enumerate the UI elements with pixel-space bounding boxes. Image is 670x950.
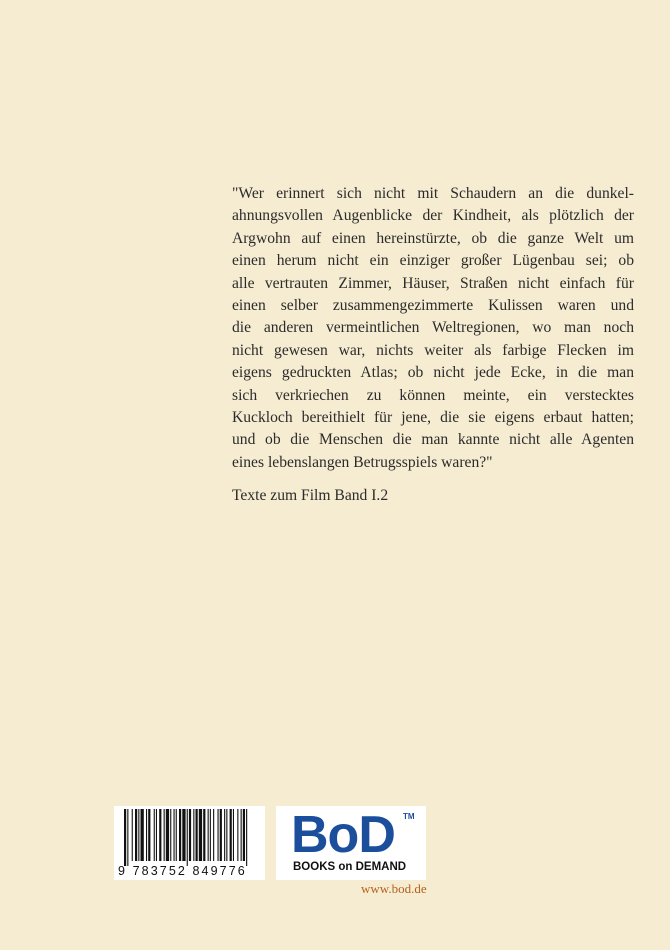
bod-logo-mark: BoD [291,806,395,864]
barcode-bar [199,809,202,861]
barcode-bar [164,809,165,861]
barcode-bar [241,809,242,861]
barcode-bar [148,809,150,861]
barcode-bar [189,809,191,861]
barcode-bar [203,809,205,861]
barcode-bar [141,809,144,861]
barcode-bar [138,809,139,861]
blurb-line: "Wer erinnert sich nicht mit Schaudern an die dunkel- [232,185,634,202]
barcode-bar [246,809,247,866]
blurb-line: alle vertrauten Zimmer, Häuser, Straßen nicht einfach für [232,274,634,292]
barcode-bar [243,809,245,861]
barcode-bar [230,809,232,861]
bod-tagline: BOOKS on DEMAND [293,861,407,873]
barcode-bar [166,809,169,861]
barcode-bar [179,809,181,861]
blurb-line: eigens gedruckten Atlas; ob nicht jede Ecke, in die man [232,364,634,382]
barcode-bar [220,809,222,861]
back-cover-blurb [232,183,634,474]
barcode-bar [187,809,188,866]
blurb-line: einen selber zusammengezimmerte Kulissen waren und [232,296,634,314]
blurb-line: Kuckloch bereithielt für jene, die sie eigens erbaut hatten; [232,408,634,426]
barcode-bar [182,809,185,861]
barcode-bar [135,809,137,861]
barcode-bar [193,809,194,861]
isbn-digits: 9 783752 849776 [118,864,247,878]
publisher-url[interactable]: www.bod.de [361,881,427,896]
barcode-bar [146,809,147,861]
blurb-line: Argwohn auf einen hereinstürzte, ob die ganze Welt um [232,229,634,247]
blurb-line: die anderen vermeintlichen Weltregionen, wo man noch [232,319,634,337]
barcode-bar [218,809,219,861]
barcode-bar [237,809,238,861]
barcode-bar [174,809,175,861]
barcode-bar [124,809,126,866]
barcode-bar [127,809,128,866]
blurb-line: ahnungsvollen Augenblicke der Kindheit, als plötzlich der [232,207,634,225]
blurb-line: eines lebenslangen Betrugsspiels waren?" [232,453,493,471]
blurb-line: einen herum nicht ein einziger großer Lügenbau sei; ob [232,252,634,270]
barcode-bar [226,809,227,861]
bod-logo [276,806,426,880]
barcode-bar [154,809,155,861]
barcode-bar [170,809,171,861]
barcode-bar [208,809,209,861]
series-title: Texte zum Film Band I.2 [232,487,389,504]
isbn-barcode [114,806,265,880]
bod-trademark: TM [403,812,415,821]
blurb-line: und ob die Menschen die man kannte nicht alle Agenten [232,431,634,449]
blurb-line: nicht gewesen war, nichts weiter als farbige Flecken im [232,341,634,359]
barcode-bar [159,809,161,861]
barcode-bar [213,809,214,861]
barcode-bar [132,809,133,861]
blurb-line: sich verkriechen zu können meinte, ein verstecktes [232,386,634,404]
barcode-bar [210,809,211,861]
barcode-bar [156,809,157,861]
barcode-bar [196,809,198,861]
barcode-bar [176,809,177,861]
barcode-bar [233,809,234,861]
barcode-bar [224,809,225,861]
barcode-bars [114,806,265,866]
